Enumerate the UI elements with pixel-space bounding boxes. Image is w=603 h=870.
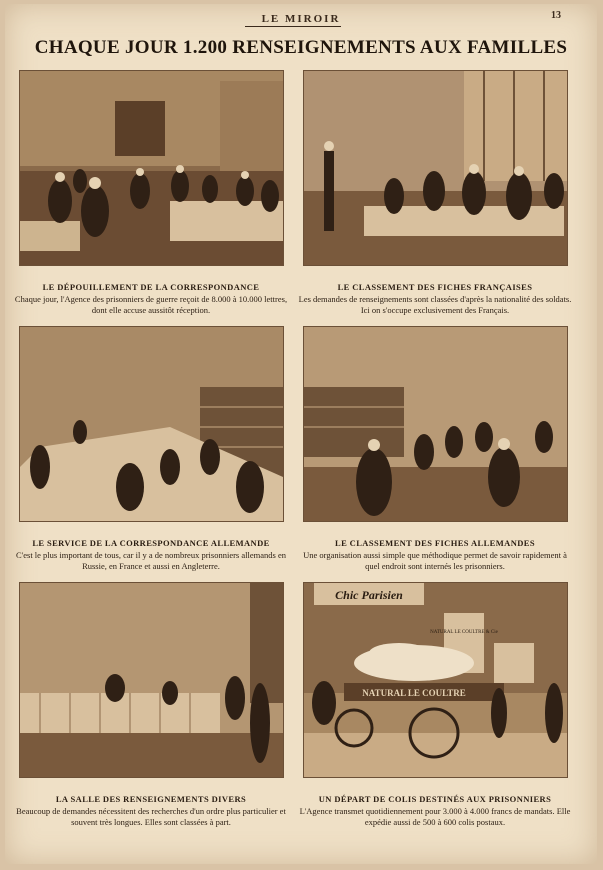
newspaper-page	[5, 4, 597, 864]
page-headline: CHAQUE JOUR 1.200 RENSEIGNEMENTS AUX FAMILLES	[34, 37, 568, 58]
page-number: 13	[551, 10, 561, 21]
photo-misc-room	[19, 582, 284, 778]
caption-body-4: Une organisation aussi simple que méthodique permet de savoir rapidement à quel endroit sont internés les prisonniers.	[303, 550, 567, 571]
wagon-sign: NATURAL LE COULTRE	[362, 688, 466, 698]
caption-title-5: LA SALLE DES RENSEIGNEMENTS DIVERS	[55, 794, 247, 804]
photo-german-files	[303, 326, 568, 522]
caption-body-1: Chaque jour, l'Agence des prisonniers de guerre reçoit de 8.000 à 10.000 lettres, dont elle accuse aussitôt réception.	[14, 294, 288, 315]
shop-sign: Chic Parisien	[335, 588, 403, 602]
caption-body-3: C'est le plus important de tous, car il y a de nombreux prisonniers allemands en Russie, en France et aussi en Angleterre.	[16, 550, 286, 571]
photo-parcel-departure	[303, 582, 568, 778]
caption-title-2: LE CLASSEMENT DES FICHES FRANÇAISES	[337, 282, 533, 292]
caption-title-3: LE SERVICE DE LA CORRESPONDANCE ALLEMANDE	[32, 538, 270, 548]
caption-title-4: LE CLASSEMENT DES FICHES ALLEMANDES	[335, 538, 535, 548]
masthead-rule	[245, 26, 341, 27]
caption-body-5: Beaucoup de demandes nécessitent des recherches d'un ordre plus particulier et souvent très longues. Elles sont classées à part.	[16, 806, 286, 827]
caption-body-2: Les demandes de renseignements sont classées d'après la nationalité des soldats. Ici on s'occupe exclusivement des Français.	[298, 294, 572, 315]
photo-french-files	[303, 70, 568, 266]
caption-title-6: UN DÉPART DE COLIS DESTINÉS AUX PRISONNIERS	[318, 794, 552, 804]
window-sign: NATURAL LE COULTRE & Cie	[430, 630, 498, 635]
photo-german-correspondence	[19, 326, 284, 522]
photo-correspondence-sorting	[19, 70, 284, 266]
masthead: LE MIROIR	[261, 13, 341, 25]
caption-title-1: LE DÉPOUILLEMENT DE LA CORRESPONDANCE	[42, 282, 260, 292]
caption-body-6: L'Agence transmet quotidiennement pour 3.000 à 4.000 francs de mandats. Elle expédie aussi de 500 à 600 colis postaux.	[299, 806, 571, 827]
